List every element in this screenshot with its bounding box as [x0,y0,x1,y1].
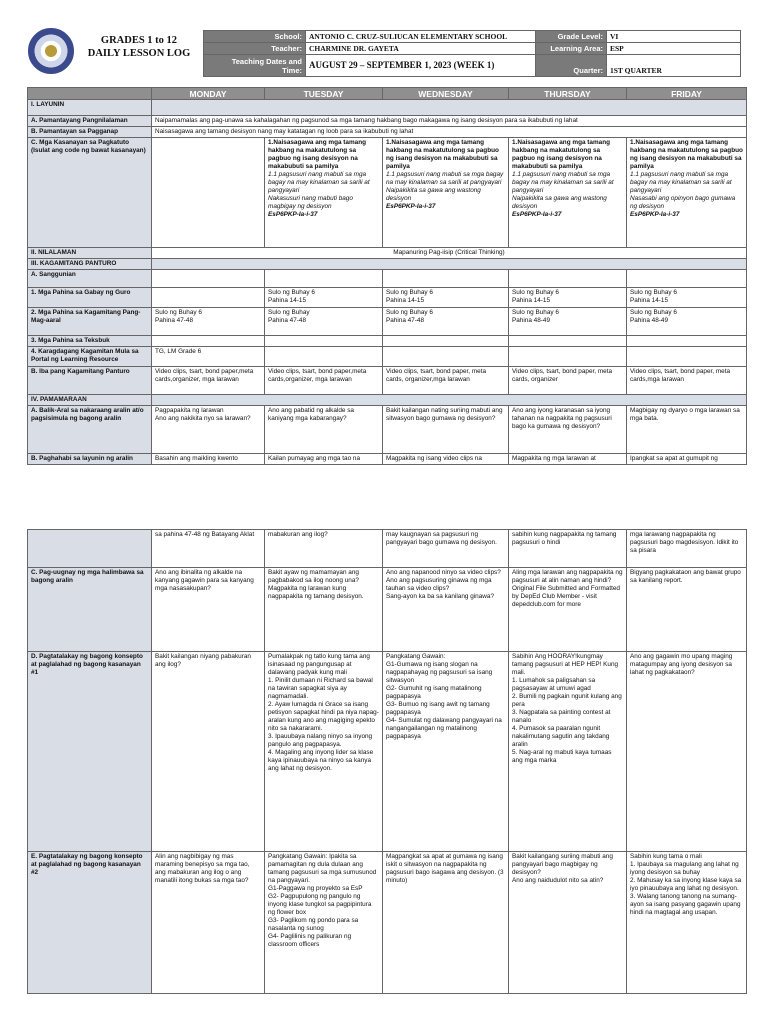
lesson-log-table-page-2 [27,529,747,994]
row-b-pamantayan-sa-pagganap [28,127,747,138]
sanggunian-label: A. Sanggunian [28,270,152,288]
mag-mon: Sulo ng Buhay 6 Pahina 47-48 [152,308,265,336]
dates-label [204,55,306,77]
row-paghahabi-continued [28,530,747,568]
balik-tue: Ano ang pabatid ng alkalde sa kaniyang mga kabarangay? [265,406,383,454]
row-sanggunian [28,270,747,288]
row-iba-pang-kagamitan [28,367,747,395]
corner-cell [28,88,152,100]
grade-level-value: VI [607,31,741,43]
lr-mon: TG, LM Grade 6 [152,347,265,367]
iba-wed: Video clips, tsart, bond paper, meta cards, organizer,mga larawan [383,367,509,395]
row-a-pamantayang-pangnilalaman [28,116,747,127]
pagha-tue: Kailan pumayag ang mga tao na [265,454,383,465]
e-mon: Alin ang nagbibigay ng mas maraming benepisyo sa mga tao, ang mabakuran ang ilog o ang manatili itong bukas sa mga tao? [152,852,265,994]
pamamaraan-spacer [152,395,747,406]
grade-level-label: Grade Level: [536,31,607,43]
header-info-table [203,30,741,77]
a-label: A. Pamantayang Pangnilalaman [28,116,152,127]
mag-label: 2. Mga Pahina sa Kagamitang Pang- Mag-aaral [28,308,152,336]
teacher-value: CHARMINE DR. GAYETA [306,43,536,55]
kagamitan-label: III. KAGAMITANG PANTURO [28,259,152,270]
e-label: E. Pagtatalakay ng bagong konsepto at paglalahad ng bagong kasanayan #2 [28,852,152,994]
title-line-2: DAILY LESSON LOG [87,48,191,59]
pagha-thu: Magpakita ng mga larawan at [509,454,627,465]
quarter-label: Quarter: [536,55,607,77]
c-thursday [509,138,627,248]
c-thu-objective: 1.Naisasagawa ang mga tamang hakbang na makatutulong sa pagbuo ng isang desisyon na makabubuti sa pamilya [512,139,611,170]
c-tuesday [265,138,383,248]
balik-wed: Bakit kailangan nating suriing mabuti ang sitwasyon bago gumawa ng desisyon? [383,406,509,454]
d-tue: Pumalakpak ng tatlo kung tama ang isinasaad ng pangungusap at dalawang padyak kung mali 1. Pinilit dumaan ni Richard sa bawal na tawiran sapagkat siya ay nagmamadali. 2. Ayaw lumagda ni Grace sa isang petisyon sapagkat hindi pa niya napag-aralan kung ano ang magiging epekto nito sa nakararami. 3. Ipauubaya nalang ninyo sa inyong pangulo ang pagpapasya. 4. Magaling ang inyong lider sa klase kaya ipinauubaya na ninyo sa kanya ang lahat ng desisyon. [265,652,383,852]
b-text: Naisasagawa ang tamang desisyon nang may katatagan ng loob para sa ikabubuti ng lahat [152,127,747,138]
pagha-fri: Ipangkat sa apat at gumupit ng [627,454,747,465]
layunin-row [28,100,747,116]
d-fri: Ano ang gagawin mo upang maging matagumpay ang iyong desisyon sa lahat ng pagkakataon? [627,652,747,852]
c2-label: C. Pag-uugnay ng mga halimbawa sa bagong aralin [28,568,152,652]
school-value: ANTONIO C. CRUZ-SULIUCAN ELEMENTARY SCHOOL [306,31,536,43]
layunin-label: I. LAYUNIN [28,100,152,116]
deped-seal-logo [28,28,74,74]
cell [627,336,747,347]
c-tue-sub2: Nakasusuri nang mabuti bago magbigay ng desisyon [268,195,353,210]
nilalaman-label: II. NILALAMAN [28,248,152,259]
c-fri-objective: 1.Naisasagawa ang mga tamang hakbang na makatutulong sa pagbuo ng isang desisyon na makabubuti sa pamilya [630,139,743,170]
cell [509,270,627,288]
c-tue-code: EsP6PKP-Ia-i-37 [268,211,318,218]
c-fri-code: EsP6PKP-Ia-i-37 [630,211,680,218]
row-c-pag-uugnay [28,568,747,652]
pagha-wed: Magpakita ng isang video clips na [383,454,509,465]
iba-label: B. Iba pang Kagamitang Panturo [28,367,152,395]
cont-wed: may kaugnayan sa pagsusuri ng pangyayari bago gumawa ng desisyon. [383,530,509,568]
c2-thu: Aling mga larawan ang nagpapakita ng pagsusuri at alin naman ang hindi? Original File Submitted and Formatted by DepEd Club Member - visit depedclub.com for more [509,568,627,652]
day-friday: FRIDAY [627,88,747,100]
cont-tue: mabakuran ang ilog? [265,530,383,568]
mag-tue: Sulo ng Buhay Pahina 47-48 [265,308,383,336]
cell [509,347,627,367]
cell [627,270,747,288]
c-wed-sub2: Naipakikita sa gawa ang wastong desisyon [386,187,481,202]
dates-label-line-1: Teaching Dates and [231,56,302,66]
e-thu: Bakit kailangang suriing mabuti ang pangyayari bago magbigay ng desisyon? Ano ang naidudulot nito sa atin? [509,852,627,994]
document-title [78,34,200,60]
c2-mon: Ano ang ibinalita ng alkalde na kanyang gagawin para sa kanyang mga nasasakupan? [152,568,265,652]
row-c-kasanayan [28,138,747,248]
row-pamamaraan [28,395,747,406]
cont-thu: sabihin kung nagpapakita ng tamang pagsusuri o hindi [509,530,627,568]
iba-fri: Video clips, tsart, bond paper, meta cards,mga larawan [627,367,747,395]
cont-fri: mga larawang nagpapakita ng pagsusuri bago magdesisyon. Idikit ito sa pisara [627,530,747,568]
c-thu-code: EsP6PKP-Ia-i-37 [512,211,562,218]
c-thu-sub: 1.1 pagsusuri nang mabuti sa mga bagay na may kinalaman sa sarili at pangyayari [512,171,614,194]
c-label: C. Mga Kasanayan sa Pagkatuto (Isulat ang code ng bawat kasanayan) [28,138,152,248]
pagha-label: B. Paghahabi sa layunin ng aralin [28,454,152,465]
balik-label: A. Balik-Aral sa nakaraang aralin at/o pagsisimula ng bagong aralin [28,406,152,454]
iba-thu: Video clips, tsart, bond paper, meta cards, organizer [509,367,627,395]
cell [152,336,265,347]
c2-tue: Bakit ayaw ng mamamayan ang pagbabakod sa ilog noong una? Magpakita ng larawan kung nagpapakita ng tamang desisyon. [265,568,383,652]
cell [627,347,747,367]
mag-fri: Sulo ng Buhay 6 Pahina 48-49 [627,308,747,336]
row-balik-aral [28,406,747,454]
day-monday: MONDAY [152,88,265,100]
row-e-pagtatalakay-2 [28,852,747,994]
cont-mon: sa pahina 47-48 ng Batayang Aklat [152,530,265,568]
e-wed: Magpangkat sa apat at gumawa ng isang iskit o sitwasyon na nagpapakita ng pagsusuri bago isagawa ang desisyon. (3 minuto) [383,852,509,994]
row-teksbuk [28,336,747,347]
cell [265,347,383,367]
learning-area-label: Learning Area: [536,43,607,55]
nilalaman-text: Mapanuring Pag-iisip (Critical Thinking) [152,248,747,259]
dates-label-line-2: Time: [282,65,302,75]
guro-tue: Sulo ng Buhay 6 Pahina 14-15 [265,288,383,308]
title-line-1: GRADES 1 to 12 [100,35,178,46]
c2-wed: Ano ang napanood ninyo sa video clips? Ano ang pagsusuring ginawa ng mga tauhan sa video clips? Sang-ayon ka ba sa kanilang ginawa? [383,568,509,652]
d-mon: Bakit kailangan niyang pabakuran ang ilog? [152,652,265,852]
row-gabay-guro [28,288,747,308]
cell [265,270,383,288]
guro-fri: Sulo ng Buhay 6 Pahina 14-15 [627,288,747,308]
c-monday [152,138,265,248]
cell [509,336,627,347]
c-fri-sub: 1.1 pagsusuri nang mabuti sa mga bagay na may kinalaman sa sarili at pangyayari [630,171,732,194]
row-kagamitang-mag-aaral [28,308,747,336]
d-wed: Pangkatang Gawain: G1-Gumawa ng isang slogan na nagpapahayag ng pagsusuri sa isang sitwasyon G2- Gumuhit ng isang matalinong pagpapasya G3- Bumuo ng isang awit ng tamang pagpapasya G4- Sumulat ng dalawang pangyayari na nangangailangan ng matalinong pagpapasya [383,652,509,852]
balik-fri: Magbigay ng dyaryo o mga larawan sa mga bata. [627,406,747,454]
guro-label: 1. Mga Pahina sa Gabay ng Guro [28,288,152,308]
cell [265,336,383,347]
c-wednesday [383,138,509,248]
school-label: School: [204,31,306,43]
lesson-log-table-page-1 [27,87,747,465]
guro-thu: Sulo ng Buhay 6 Pahina 14-15 [509,288,627,308]
pagha-mon: Basahin ang maikling kwento [152,454,265,465]
quarter-value: 1ST QUARTER [607,55,741,77]
cell [383,270,509,288]
day-wednesday: WEDNESDAY [383,88,509,100]
iba-tue: Video clips, tsart, bond paper,meta cards,organizer, mga larawan [265,367,383,395]
row-paghahabi [28,454,747,465]
teacher-label: Teacher: [204,43,306,55]
a-text: Naipamamalas ang pag-unawa sa kahalagahan ng pagsunod sa mga tamang hakbang bago makagawa ng isang desisyon para sa ikabubuti ng lahat [152,116,747,127]
c-tue-sub: 1.1 pagsusuri nang mabuti sa mga bagay na may kinalaman sa sarili at pangyayari [268,171,370,194]
lr-label: 4. Karagdagang Kagamitan Mula sa Portal ng Learning Resource [28,347,152,367]
cell [152,270,265,288]
teksbuk-label: 3. Mga Pahina sa Teksbuk [28,336,152,347]
cell [383,347,509,367]
c-fri-sub2: Nasasabi ang opinyon bago gumawa ng desisyon [630,195,736,210]
c-thu-sub2: Naipakikita sa gawa ang wastong desisyon [512,195,607,210]
row-d-pagtatalakay-1 [28,652,747,852]
e-fri: Sabihin kung tama o mali 1. Ipaubaya sa magulang ang lahat ng iyong desisyon sa buhay 2. Mahusay ka sa inyong klase kaya sa iyo pinauubaya ang lahat ng desisyon. 3. Walang tanong tanong na sumang-ayon sa isang pasyang gagawin upang hindi na magtagal ang usapan. [627,852,747,994]
balik-mon: Pagpapakita ng larawan Ano ang nakikita nyo sa larawan? [152,406,265,454]
kagamitan-spacer [152,259,747,270]
iba-mon: Video clips, tsart, bond paper,meta cards,organizer, mga larawan [152,367,265,395]
mag-thu: Sulo ng Buhay 6 Pahina 48-49 [509,308,627,336]
row-nilalaman [28,248,747,259]
c-friday [627,138,747,248]
row-learning-resource [28,347,747,367]
guro-wed: Sulo ng Buhay 6 Pahina 14-15 [383,288,509,308]
e-tue: Pangkatang Gawain: Ipakita sa pamamagitan ng dula dulaan ang tamang pagsusuri sa mga sumusunod na pangyayari. G1-Paggawa ng proyekto sa EsP G2- Pagpupulong ng pangulo ng inyong klase tungkol sa pagpipintura ng flower box G3- Paglikom ng pondo para sa nasalanta ng sunog G4- Paglilinis ng palikuran ng classroom officers [265,852,383,994]
learning-area-value: ESP [607,43,741,55]
b-label: B. Pamantayan sa Pagganap [28,127,152,138]
continued-label [28,530,152,568]
layunin-spacer [152,100,747,116]
day-thursday: THURSDAY [509,88,627,100]
c-wed-code: EsP6PKP-Ia-i-37 [386,203,436,210]
d-label: D. Pagtatalakay ng bagong konsepto at paglalahad ng bagong kasanayan #1 [28,652,152,852]
guro-mon [152,288,265,308]
row-kagamitan [28,259,747,270]
balik-thu: Ano ang iyong karanasan sa iyong tahanan na nagpakita ng pagsusuri bago ka gumawa ng desisyon? [509,406,627,454]
c-wed-sub: 1.1 pagsusuri nang mabuti sa mga bagay na may kinalaman sa sarili at pangyayari [386,171,504,186]
day-header-row [28,88,747,100]
c2-fri: Bigyang pagkakataon ang bawat grupo sa kanilang report. [627,568,747,652]
cell [383,336,509,347]
c-tue-objective: 1.Naisasagawa ang mga tamang hakbang na makatutulong sa pagbuo ng isang desisyon na makabubuti sa pamilya [268,139,367,170]
pamamaraan-label: IV. PAMAMARAAN [28,395,152,406]
c-wed-objective: 1.Naisasagawa ang mga tamang hakbang na makatutulong sa pagbuo ng isang desisyon na makabubuti sa pamilya [386,139,499,170]
mag-wed: Sulo ng Buhay 6 Pahina 47-48 [383,308,509,336]
d-thu: Sabihin Ang HOORAY!kungmay tamang pagsusuri at HEP HEP! Kung mali. 1. Lumahok sa paligsahan sa pagsasayaw at umuwi agad 2. Bumili ng pagkain ngunit kulang ang pera 3. Nagpatala sa painting contest at nanalo 4. Pumasok sa paaralan ngunit nakalimutang sagutin ang takdang aralin 5. Nag-aral ng mabuti kaya tumaas ang mga marka [509,652,627,852]
dates-value: AUGUST 29 – SEPTEMBER 1, 2023 (WEEK 1) [306,55,536,77]
day-tuesday: TUESDAY [265,88,383,100]
